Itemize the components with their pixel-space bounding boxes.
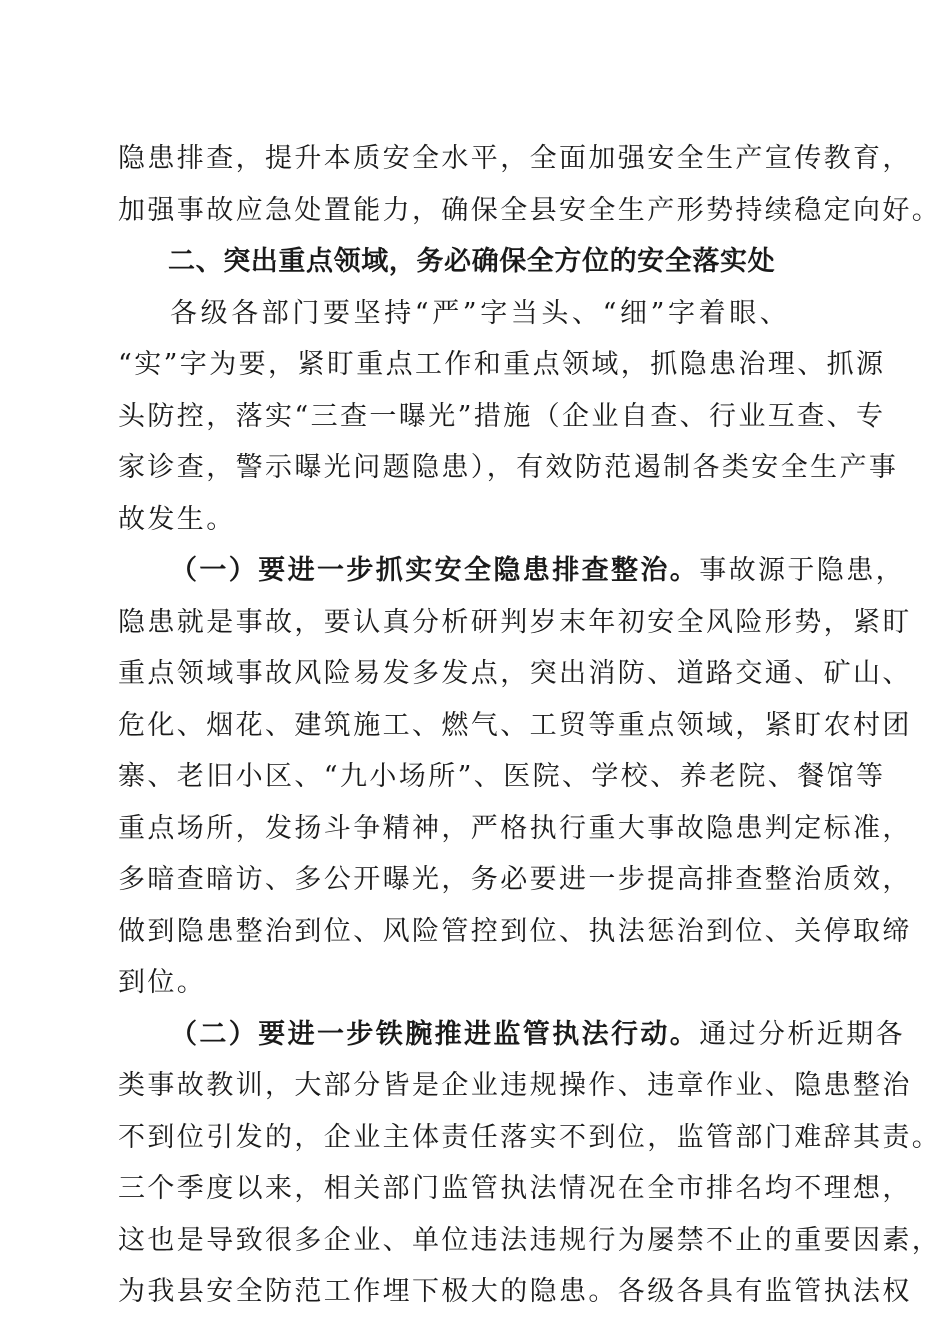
paragraph-line: 多暗查暗访、多公开曝光，务必要进一步提高排查整治质效， — [118, 864, 912, 895]
paragraph-line: 寨、老旧小区、“九小场所”、医院、学校、养老院、餐馆等 — [118, 761, 886, 792]
paragraph-text: 通过分析近期各 — [699, 1019, 906, 1050]
paragraph-line: 危化、烟花、建筑施工、燃气、工贸等重点领域，紧盯农村团 — [118, 710, 912, 741]
paragraph-line: 三个季度以来，相关部门监管执法情况在全市排名均不理想， — [118, 1173, 912, 1204]
paragraph-line: 类事故教训，大部分皆是企业违规操作、违章作业、隐患整治 — [118, 1070, 912, 1101]
paragraph-line — [170, 554, 906, 588]
paragraph-line: 隐患就是事故，要认真分析研判岁末年初安全风险形势，紧盯 — [118, 607, 912, 638]
subsection-heading: （二）要进一步铁腕推进监管执法行动。 — [170, 1019, 700, 1050]
paragraph-text: 事故源于隐患， — [699, 555, 906, 586]
paragraph-line: 为我县安全防范工作埋下极大的隐患。各级各具有监管执法权 — [118, 1276, 912, 1307]
paragraph-line: 头防控，落实“三查一曝光”措施（企业自查、行业互查、专 — [118, 401, 886, 432]
paragraph-line: “实”字为要，紧盯重点工作和重点领域，抓隐患治理、抓源 — [118, 349, 886, 380]
paragraph-line — [170, 1018, 906, 1052]
paragraph-line: 重点领域事故风险易发多发点，突出消防、道路交通、矿山、 — [118, 658, 912, 689]
paragraph-line: 这也是导致很多企业、单位违法违规行为屡禁不止的重要因素， — [118, 1225, 942, 1256]
paragraph-line: 不到位引发的，企业主体责任落实不到位，监管部门难辞其责。 — [118, 1122, 942, 1153]
paragraph-line: 故发生。 — [118, 504, 236, 535]
section-heading: 二、突出重点领域，务必确保全方位的安全落实处 — [168, 246, 776, 277]
subsection-heading: （一）要进一步抓实安全隐患排查整治。 — [170, 555, 700, 586]
paragraph-line: 重点场所，发扬斗争精神，严格执行重大事故隐患判定标准， — [118, 813, 912, 844]
paragraph-line: 做到隐患整治到位、风险管控到位、执法惩治到位、关停取缔 — [118, 916, 912, 947]
paragraph-line: 隐患排查，提升本质安全水平，全面加强安全生产宣传教育， — [118, 143, 912, 174]
paragraph-line: 到位。 — [118, 967, 207, 998]
paragraph-line: 家诊查，警示曝光问题隐患），有效防范遏制各类安全生产事 — [118, 452, 899, 483]
paragraph-line: 各级各部门要坚持“严”字当头、“细”字着眼、 — [170, 298, 791, 329]
paragraph-line: 加强事故应急处置能力，确保全县安全生产形势持续稳定向好。 — [118, 195, 942, 226]
